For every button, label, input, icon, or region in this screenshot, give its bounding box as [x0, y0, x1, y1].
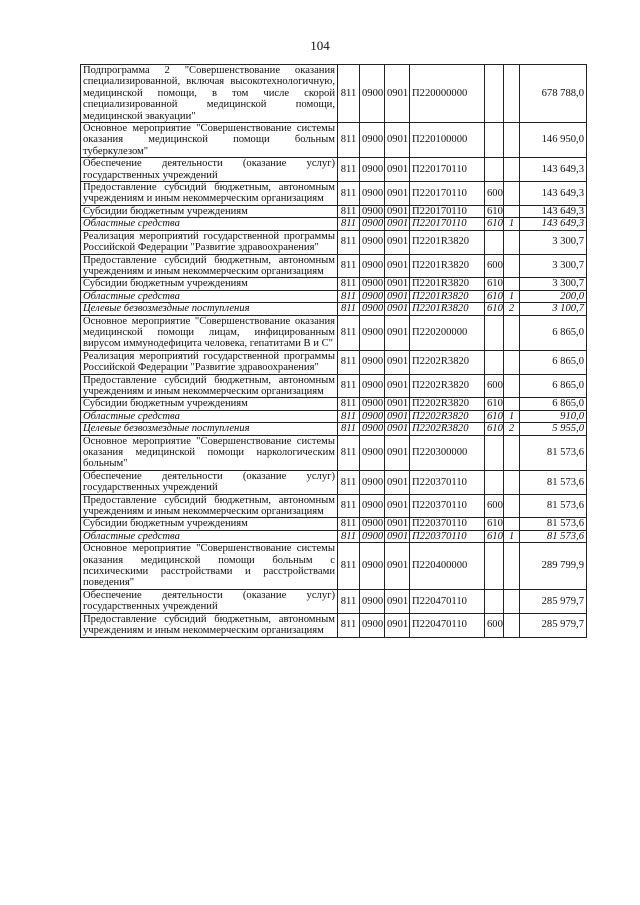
row-source-code — [504, 543, 520, 590]
row-section-code: 0900 — [360, 423, 385, 435]
row-subsection-code: 0901 — [385, 315, 410, 350]
row-expense-type: 600 — [485, 254, 504, 278]
row-expense-type: 600 — [485, 374, 504, 398]
row-target-article: П2201R3820 — [410, 303, 485, 315]
row-expense-type: 610 — [485, 218, 504, 230]
row-source-code: 2 — [504, 303, 520, 315]
row-amount: 81 573,6 — [520, 435, 587, 470]
row-expense-type — [485, 470, 504, 494]
row-subsection-code: 0901 — [385, 410, 410, 422]
page-number: 104 — [310, 38, 330, 53]
row-target-article: П2202R3820 — [410, 374, 485, 398]
row-name: Предоставление субсидий бюджетным, автономным учреждениям и иным некоммерческим организациям — [81, 254, 338, 278]
row-name: Основное мероприятие "Совершенствование системы оказания медицинской помощи больным с психическими расстройствами и расстройствами поведения" — [81, 543, 338, 590]
row-expense-type: 610 — [485, 518, 504, 530]
row-expense-type — [485, 230, 504, 254]
row-name: Реализация мероприятий государственной программы Российской Федерации "Развитие здравоохранения" — [81, 230, 338, 254]
row-name: Субсидии бюджетным учреждениям — [81, 398, 338, 410]
table-row — [81, 494, 587, 518]
row-subsection-code: 0901 — [385, 350, 410, 374]
table-row — [81, 182, 587, 206]
row-admin-code: 811 — [338, 398, 360, 410]
table-row — [81, 218, 587, 230]
row-amount: 81 573,6 — [520, 494, 587, 518]
row-section-code: 0900 — [360, 518, 385, 530]
row-subsection-code: 0901 — [385, 530, 410, 542]
row-amount: 143 649,3 — [520, 182, 587, 206]
row-amount: 6 865,0 — [520, 350, 587, 374]
row-admin-code: 811 — [338, 423, 360, 435]
row-expense-type: 600 — [485, 494, 504, 518]
row-admin-code: 811 — [338, 530, 360, 542]
table-row — [81, 518, 587, 530]
row-subsection-code: 0901 — [385, 205, 410, 217]
row-expense-type: 610 — [485, 205, 504, 217]
table-row — [81, 350, 587, 374]
table-row — [81, 530, 587, 542]
table-row — [81, 278, 587, 290]
row-amount: 678 788,0 — [520, 65, 587, 123]
row-source-code — [504, 65, 520, 123]
row-subsection-code: 0901 — [385, 374, 410, 398]
row-section-code: 0900 — [360, 230, 385, 254]
row-name: Реализация мероприятий государственной программы Российской Федерации "Развитие здравоохранения" — [81, 350, 338, 374]
budget-table-body — [81, 65, 587, 638]
table-row — [81, 374, 587, 398]
row-source-code — [504, 230, 520, 254]
row-target-article: П220170110 — [410, 218, 485, 230]
row-target-article: П220170110 — [410, 182, 485, 206]
row-expense-type — [485, 158, 504, 182]
row-amount: 143 649,3 — [520, 218, 587, 230]
row-section-code: 0900 — [360, 278, 385, 290]
row-amount: 3 100,7 — [520, 303, 587, 315]
row-name: Основное мероприятие "Совершенствование оказания медицинской помощи лицам, инфицированным вирусом иммунодефицита человека, гепатитами В и С" — [81, 315, 338, 350]
row-admin-code: 811 — [338, 158, 360, 182]
row-name: Предоставление субсидий бюджетным, автономным учреждениям и иным некоммерческим организациям — [81, 374, 338, 398]
row-subsection-code: 0901 — [385, 278, 410, 290]
row-section-code: 0900 — [360, 494, 385, 518]
row-subsection-code: 0901 — [385, 543, 410, 590]
row-name: Областные средства — [81, 290, 338, 302]
row-target-article: П220000000 — [410, 65, 485, 123]
row-name: Целевые безвозмездные поступления — [81, 423, 338, 435]
row-source-code — [504, 158, 520, 182]
row-source-code — [504, 518, 520, 530]
row-expense-type: 610 — [485, 530, 504, 542]
row-source-code — [504, 398, 520, 410]
row-section-code: 0900 — [360, 290, 385, 302]
row-subsection-code: 0901 — [385, 589, 410, 613]
row-target-article: П220370110 — [410, 518, 485, 530]
row-target-article: П220470110 — [410, 589, 485, 613]
table-row — [81, 543, 587, 590]
row-amount: 81 573,6 — [520, 470, 587, 494]
row-expense-type — [485, 65, 504, 123]
table-row — [81, 65, 587, 123]
row-admin-code: 811 — [338, 290, 360, 302]
row-admin-code: 811 — [338, 589, 360, 613]
row-source-code — [504, 315, 520, 350]
row-expense-type: 600 — [485, 182, 504, 206]
row-name: Обеспечение деятельности (оказание услуг) государственных учреждений — [81, 470, 338, 494]
table-row — [81, 589, 587, 613]
row-expense-type: 610 — [485, 303, 504, 315]
table-row — [81, 230, 587, 254]
row-amount: 3 300,7 — [520, 230, 587, 254]
table-row — [81, 158, 587, 182]
row-subsection-code: 0901 — [385, 613, 410, 637]
row-amount: 289 799,9 — [520, 543, 587, 590]
row-amount: 6 865,0 — [520, 374, 587, 398]
row-section-code: 0900 — [360, 303, 385, 315]
row-name: Областные средства — [81, 218, 338, 230]
table-row — [81, 613, 587, 637]
row-expense-type: 610 — [485, 423, 504, 435]
row-source-code: 1 — [504, 218, 520, 230]
table-row — [81, 435, 587, 470]
row-expense-type — [485, 543, 504, 590]
row-name: Предоставление субсидий бюджетным, автономным учреждениям и иным некоммерческим организациям — [81, 613, 338, 637]
row-target-article: П2201R3820 — [410, 254, 485, 278]
row-subsection-code: 0901 — [385, 435, 410, 470]
row-section-code: 0900 — [360, 350, 385, 374]
row-subsection-code: 0901 — [385, 230, 410, 254]
row-expense-type: 610 — [485, 290, 504, 302]
row-name: Областные средства — [81, 530, 338, 542]
row-source-code — [504, 494, 520, 518]
row-admin-code: 811 — [338, 613, 360, 637]
row-section-code: 0900 — [360, 374, 385, 398]
table-row — [81, 470, 587, 494]
row-target-article: П2201R3820 — [410, 230, 485, 254]
row-admin-code: 811 — [338, 254, 360, 278]
row-admin-code: 811 — [338, 123, 360, 158]
row-expense-type: 600 — [485, 613, 504, 637]
row-subsection-code: 0901 — [385, 65, 410, 123]
row-admin-code: 811 — [338, 230, 360, 254]
row-section-code: 0900 — [360, 613, 385, 637]
row-source-code — [504, 435, 520, 470]
table-row — [81, 290, 587, 302]
row-subsection-code: 0901 — [385, 423, 410, 435]
row-amount: 3 300,7 — [520, 278, 587, 290]
table-row — [81, 123, 587, 158]
row-admin-code: 811 — [338, 470, 360, 494]
row-section-code: 0900 — [360, 530, 385, 542]
row-amount: 6 865,0 — [520, 398, 587, 410]
row-amount: 6 865,0 — [520, 315, 587, 350]
row-admin-code: 811 — [338, 435, 360, 470]
row-section-code: 0900 — [360, 315, 385, 350]
table-row — [81, 254, 587, 278]
row-target-article: П2201R3820 — [410, 290, 485, 302]
table-row — [81, 315, 587, 350]
row-admin-code: 811 — [338, 518, 360, 530]
row-subsection-code: 0901 — [385, 494, 410, 518]
row-source-code: 1 — [504, 410, 520, 422]
row-name: Обеспечение деятельности (оказание услуг) государственных учреждений — [81, 589, 338, 613]
row-admin-code: 811 — [338, 374, 360, 398]
row-amount: 3 300,7 — [520, 254, 587, 278]
row-target-article: П2202R3820 — [410, 410, 485, 422]
row-admin-code: 811 — [338, 218, 360, 230]
row-admin-code: 811 — [338, 350, 360, 374]
table-row — [81, 398, 587, 410]
row-source-code — [504, 613, 520, 637]
row-section-code: 0900 — [360, 435, 385, 470]
row-expense-type: 610 — [485, 410, 504, 422]
table-row — [81, 423, 587, 435]
row-section-code: 0900 — [360, 205, 385, 217]
row-name: Основное мероприятие "Совершенствование системы оказания медицинской помощи больным туберкулезом" — [81, 123, 338, 158]
row-target-article: П220200000 — [410, 315, 485, 350]
row-section-code: 0900 — [360, 543, 385, 590]
row-expense-type — [485, 123, 504, 158]
table-row — [81, 205, 587, 217]
row-target-article: П2202R3820 — [410, 398, 485, 410]
row-admin-code: 811 — [338, 303, 360, 315]
row-target-article: П220370110 — [410, 530, 485, 542]
row-target-article: П220470110 — [410, 613, 485, 637]
row-target-article: П220300000 — [410, 435, 485, 470]
budget-table — [80, 64, 587, 638]
row-subsection-code: 0901 — [385, 254, 410, 278]
row-expense-type: 610 — [485, 398, 504, 410]
row-name: Подпрограмма 2 "Совершенствование оказания специализированной, включая высокотехнологичную, медицинской помощи, в том числе скорой специализированной медицинской помощи, медицинской эвакуации" — [81, 65, 338, 123]
row-amount: 285 979,7 — [520, 589, 587, 613]
row-name: Целевые безвозмездные поступления — [81, 303, 338, 315]
row-subsection-code: 0901 — [385, 470, 410, 494]
row-target-article: П220370110 — [410, 470, 485, 494]
row-subsection-code: 0901 — [385, 290, 410, 302]
row-section-code: 0900 — [360, 218, 385, 230]
row-subsection-code: 0901 — [385, 218, 410, 230]
row-name: Обеспечение деятельности (оказание услуг) государственных учреждений — [81, 158, 338, 182]
row-admin-code: 811 — [338, 205, 360, 217]
row-section-code: 0900 — [360, 123, 385, 158]
row-target-article: П220370110 — [410, 494, 485, 518]
row-source-code: 1 — [504, 530, 520, 542]
row-source-code — [504, 350, 520, 374]
row-source-code — [504, 278, 520, 290]
row-target-article: П2202R3820 — [410, 350, 485, 374]
row-amount: 910,0 — [520, 410, 587, 422]
row-name: Субсидии бюджетным учреждениям — [81, 518, 338, 530]
row-expense-type: 610 — [485, 278, 504, 290]
row-section-code: 0900 — [360, 182, 385, 206]
row-name: Предоставление субсидий бюджетным, автономным учреждениям и иным некоммерческим организациям — [81, 182, 338, 206]
row-section-code: 0900 — [360, 470, 385, 494]
row-subsection-code: 0901 — [385, 518, 410, 530]
row-amount: 81 573,6 — [520, 530, 587, 542]
row-section-code: 0900 — [360, 589, 385, 613]
row-section-code: 0900 — [360, 158, 385, 182]
row-section-code: 0900 — [360, 410, 385, 422]
row-target-article: П2202R3820 — [410, 423, 485, 435]
row-admin-code: 811 — [338, 182, 360, 206]
row-source-code: 1 — [504, 290, 520, 302]
row-source-code — [504, 374, 520, 398]
row-section-code: 0900 — [360, 65, 385, 123]
row-amount: 81 573,6 — [520, 518, 587, 530]
row-amount: 146 950,0 — [520, 123, 587, 158]
row-amount: 285 979,7 — [520, 613, 587, 637]
row-name: Субсидии бюджетным учреждениям — [81, 205, 338, 217]
row-source-code — [504, 205, 520, 217]
table-row — [81, 303, 587, 315]
row-target-article: П2201R3820 — [410, 278, 485, 290]
row-target-article: П220170110 — [410, 158, 485, 182]
row-subsection-code: 0901 — [385, 303, 410, 315]
row-amount: 5 955,0 — [520, 423, 587, 435]
row-admin-code: 811 — [338, 278, 360, 290]
row-source-code — [504, 123, 520, 158]
row-source-code — [504, 254, 520, 278]
row-admin-code: 811 — [338, 494, 360, 518]
row-section-code: 0900 — [360, 254, 385, 278]
row-expense-type — [485, 589, 504, 613]
row-admin-code: 811 — [338, 315, 360, 350]
row-target-article: П220400000 — [410, 543, 485, 590]
row-source-code: 2 — [504, 423, 520, 435]
row-name: Основное мероприятие "Совершенствование системы оказания медицинской помощи наркологическим больным" — [81, 435, 338, 470]
row-subsection-code: 0901 — [385, 398, 410, 410]
row-expense-type — [485, 435, 504, 470]
row-expense-type — [485, 350, 504, 374]
row-subsection-code: 0901 — [385, 158, 410, 182]
row-subsection-code: 0901 — [385, 123, 410, 158]
row-name: Субсидии бюджетным учреждениям — [81, 278, 338, 290]
row-admin-code: 811 — [338, 543, 360, 590]
row-section-code: 0900 — [360, 398, 385, 410]
row-target-article: П220100000 — [410, 123, 485, 158]
row-source-code — [504, 470, 520, 494]
row-name: Предоставление субсидий бюджетным, автономным учреждениям и иным некоммерческим организациям — [81, 494, 338, 518]
table-row — [81, 410, 587, 422]
row-subsection-code: 0901 — [385, 182, 410, 206]
row-amount: 143 649,3 — [520, 158, 587, 182]
row-admin-code: 811 — [338, 65, 360, 123]
row-source-code — [504, 182, 520, 206]
row-target-article: П220170110 — [410, 205, 485, 217]
row-expense-type — [485, 315, 504, 350]
row-admin-code: 811 — [338, 410, 360, 422]
row-source-code — [504, 589, 520, 613]
row-amount: 143 649,3 — [520, 205, 587, 217]
row-amount: 200,0 — [520, 290, 587, 302]
row-name: Областные средства — [81, 410, 338, 422]
